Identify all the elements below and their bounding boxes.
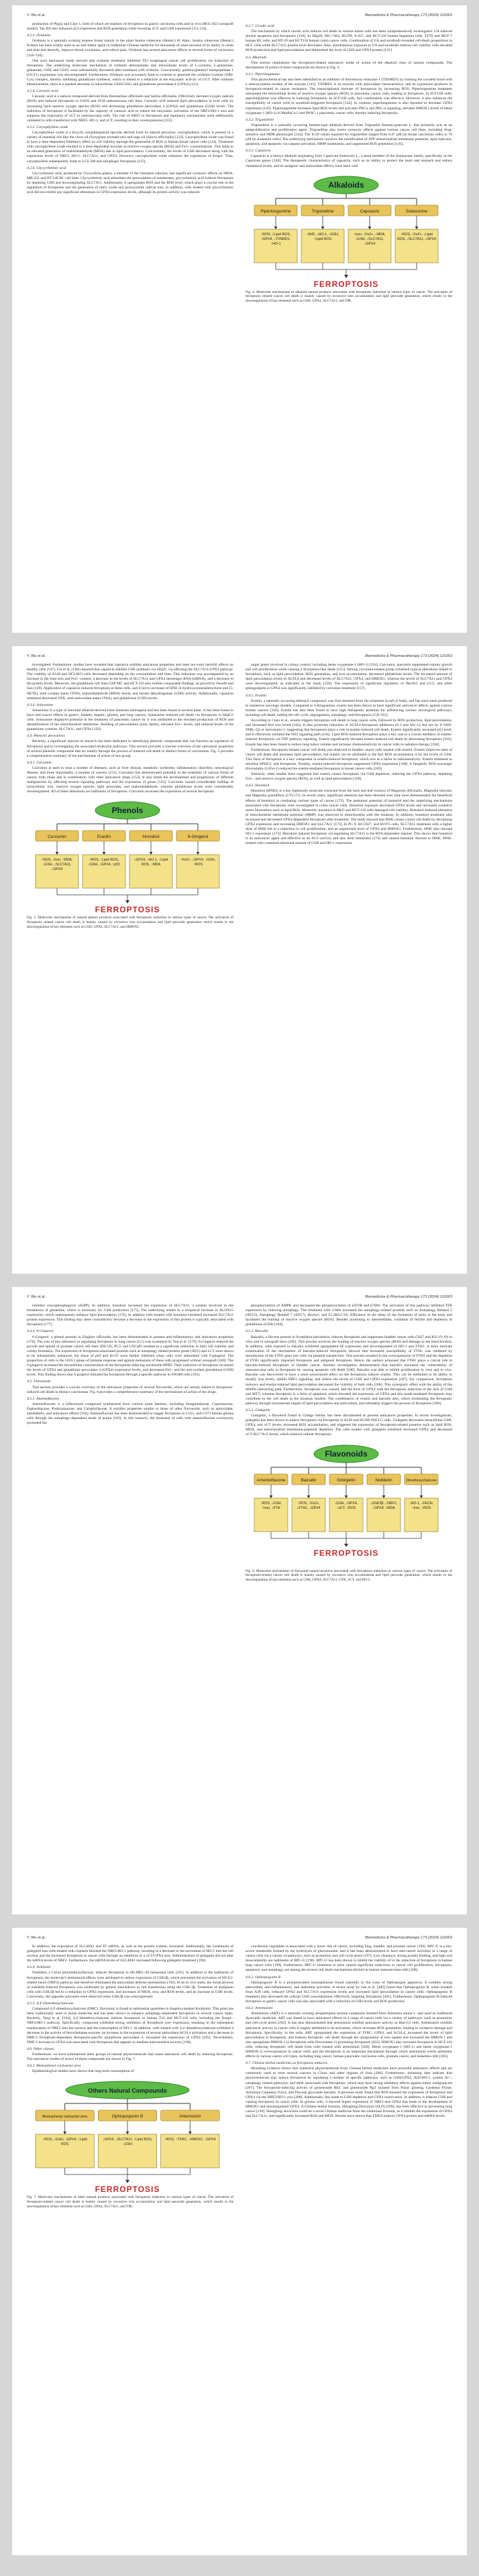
effect-label: ↑ROS, ↑Lipid ROS, — [260, 232, 291, 237]
paragraph: production of Pkgs2 and Clpx-1, both of which are markers of ferroptosis in gastric carcinoma cells and in vivo (BGC-823 xenograft model). Tan IIA also enhances p53 expression and ROS generation while lowering xCT, and GSH expression [111,114]. — [27, 22, 233, 32]
paragraph: Ginkgetin, a flavonoid found in Ginkgo biloba, has been documented to possess anticancer properties. In recent investigations, ginkgetin has been shown to induce ferroptosis via ferroptosis in A549 and H1299 NSCLC cells. Ginkgetin decreased intracellular GSH, GPX4, and xCT levels, increased ROS accumulation, and triggered the expression of ferroptosis-related proteins such as lipid ROS, MDA, and mitochondrial membrane-potential depletion. The cells treated with ginkgetin exhibited increased GPX4 and decreased xCT/SLC7A11 levels, which induced cellular ferroptosis. — [246, 1414, 452, 1437]
section-heading: 4.5.5. 4,4'-Dimethoxychalcone — [27, 2002, 74, 2006]
effect-label: ROS — [61, 2142, 69, 2147]
author-line: Y. Wu et al. — [27, 1295, 46, 1299]
compound-label: Ophiopogonin B — [111, 2114, 144, 2120]
section-heading: 4.3.2. Trigonelline — [246, 117, 274, 122]
arrow-head — [197, 852, 200, 855]
effect-label: ↓GSH, ↓GPX4, — [334, 1501, 358, 1506]
paragraph: Carnosic acid is a natural compound derived from Rosmarinus officinalis and Salvia officinalis. Effectively elevated oxygen radicals (ROS) and induced ferroptosis in U2OS and SCH osteosarcoma cell lines. Carnosic acid reduced lipid peroxidation in liver cells by increasing lipid reactive oxygen species (ROS) and decreasing glutathione peroxidase 4 (GPX4) and glutathione (GSH) levels. The induction of ferroptosis is facilitated by the capacity of carnosic acid to reduce the enzymatic activation of the NRF2/HO-1 axis and suppress the expression of xCT in osteosarcoma cells. The role of NRF2 in ferroptosis and regulatory mechanisms were additionally validated in cells transfected with NRF2, HO-1, and xCT, resulting in their overexpression [122]. — [27, 95, 233, 123]
effect-label: ↑ROS, ↑Lipid ROS, — [89, 858, 119, 863]
effect-label: ↑HO-1 — [270, 241, 281, 246]
section-heading: 4.5.4. Nobiletin — [27, 1965, 51, 1970]
section-heading: 4.6.2. Ophiopogonin B — [246, 1975, 280, 1979]
section-heading: 4.6.3. Artemisinin — [246, 2006, 273, 2011]
compound-label: Trigonelline — [311, 208, 334, 214]
arrow-head — [344, 275, 348, 278]
section-heading: 4.5.2. Baicalin — [246, 1329, 268, 1334]
paragraph: Furthermore, ferroptosis-related cancer cell death was observed in bladder cancer cells treated with erastin. Erastin improves rates of cancer cell death and increases lipid peroxidation, but erastin can be attributed to the fact ROS accumulation is by the levels of GSH. This form of ferroptosis is a key component in erastin-induced ferroptosis, which acts as a factor in radiosensitivity. Erastin treatment to sensitize HNSCC and ferroptosis. Notably, erastin-induced ferroptosis suppressed GPX4 expression [168]. A lipophilic ROS scavenger (Ferrostatin-1) (Fer-1) reduced the erastin-mediated ferroptosis in breast cancer cells [169]. — [246, 747, 452, 771]
figure-title: Others Natural Compounds — [88, 2087, 167, 2095]
paragraph: Trigonelline is a naturally occurring betaine-type alkaloid derived from Trigonella foenum-graecum L. that primarily acts as an antiproliferative and proliferative agent. Trigonelline also exerts cytotoxic effects against various cancer cell lines, including drug-sensitive and MDR phenotypes [144]. The IC50 values reported for trigonelline ranged from 0.47 µM (in breast carcinoma cells) to 78 µM (in leukemia cells). The underlying mechanism involves the modification of ATP mitochondrial membrane potential, lipid rejection, apoptosis, and apoptotic via caspase activation, MMP modulation, and augmented ROS generation [145]. — [246, 123, 452, 147]
paragraph: Compound 4,4'-dimethoxychalcone (DMC), flavonoid, is found in substantial quantities in Angelica keiskei Koidzumi. This plant has been traditionally used in Asian medicine and has been shown to enhance autophagy-dependent ferroptosis in several cancer types. Recently, Yang et al. [194], 4,4'-dimethoxychalcone induces ferroptosis in human T24 and HCT-116 cells, including the Keap1–NRF2/HO-1 pathway. Specifically, compound exhibited strong inhibition of ferroptosis over expression, resulting in the subsequent translocation of NRF2 into the nucleus and the transcription of HO-1. In addition, cells treated with 4,4'-dimethoxychalcone exhibited a decrease in the activity of ferrochelatase enzyme, an increase in the expression of several antioxidant ACSL4 activation and a decrease in DMC's ferroptosis-dependent ferroptosis-specific glutathione peroxidase 4, increased the expression of GPX4 [195]. Nevertheless, DMC's increase in GPX4 was associated with ferroptosis that appears to mediate mitochondria toxicity [196]. — [27, 2007, 233, 2044]
figure-phe — [27, 797, 228, 914]
effect-label: ↓GPX4, ↑MDA — [372, 1506, 395, 1510]
compound-label: Solasonine — [405, 208, 428, 214]
arrow-head — [307, 1495, 311, 1498]
figure-title: Flavonoids — [325, 1449, 368, 1459]
figure-caption: Fig. 4. Molecular mechanisms of alkaloid natural products associated with ferroptosis induction in various types of cancer. The activation of ferroptosis related cancer cell death is mainly caused by excessive iron accumulation and lipid peroxide generation, which results in the downregulation of key elements such as GSH, GPX4, SLC7A11, and TfR. — [246, 290, 452, 303]
section-heading: 4.3. Alkaloids — [246, 55, 267, 60]
arrow-head — [56, 852, 59, 855]
paragraph: 6-Gingerol, a phenol present in Zingiber officinale, has been demonstrated to possess anti-inflammatory and anticancer properties [178]. The role of this substance in regulating ferroptosis in lung cancer (LC) was examined by Tsai et al. [179]. 6-Gingerol reduced the growth and spread of prostate cancer cell lines (DU145, PC3, and LNCaP) resulted in a significant reduction in both cell viability and colony formation. The expression of ferroptosis-associated proteins such as autophagy related protein genes (ATG) and LC3 were shown to be substantially enhanced, but those of p62 and Ki-67 were further inhibited when cells were stimulated with 6-gingerol. The proportion of cells in the G0/G1 phase of immune response and against metastasis of these cells progressed without xenograft [180]. The 6-gingerol increased the intracellular concentration of the ferroptosis-inducing nucleoside HPRT. Their induction of ferroptosis increased the levels of GPX4 and glutathione peroxidase 4 (GPX4) expression levels, and decreased Fe2+ and the anti-oxidant glutathione (GSH) levels. This finding shows that 6-gingerol initiated the ferroptosis through a specific pathway in SW480 cells [181]. — [27, 1335, 233, 1377]
paragraph: Mounting evidence shows that numerous phytochemicals from Chinese herbal medicines have powerful anticancer effects and are commonly used to treat several cancers in China and other regions of Asia [206]. Furthermore, mounting data indicate that phytochemicals may induce ferroptosis by regulating a number of specific pathways, such as GSH/GPX4, Nrf2/HO-1, system Xc−, autophagy related pathways, and other associated with ferroptosis, which may have strong inhibitory effects against tumor malignancies [207]. The ferroptosis-inducing activity of ginsenoside Rh3, and ginsenoside Rg3 isolated from Panax ginseng, Gardenia Florae, Artemisia Carpeseia Vulva, and Flavone glycoside baicalin. A previous study found that ROS boosted the expression of ferroptosis and GPX4 via the NRF2/HO-1 axis [208]. Additionally, this leads to GSH depletion and GPX4 inactivation. In addition, it induces GSH and causing ferroptosis in cancer cells. In glioma cells, it showed higher expression of NRF2 and GPX4 that leads to the development of HMOX1 and downregulated GPX4. A Chinese herbal formula, Shenglong Decoction (SLD) [209], has been effective in preventing lung cancer [210]. Shenglong decoction could be a novel Chinese medicine from the traditional formula, as it inhibits the expression of GPX4 and SLC7A11, and significantly increased ROS and MDA. Results have shown that FDKA induces GPX4 protein and mRNA levels. — [246, 2067, 452, 2119]
ferroptosis-label: FERROPTOSIS — [313, 1548, 379, 1558]
compound-label: Artemisinin — [179, 2114, 201, 2120]
left-column — [27, 1945, 233, 2541]
author-line: Y. Wu et al. — [27, 1936, 46, 1940]
section-heading: 4.2.7. Ursolic acid — [246, 24, 274, 28]
section-heading: 4.2.4. Carnosic acid — [27, 89, 58, 94]
effect-label: ↑ROS, ↑TFRC, ↑HMOX1, ↓GPX4 — [164, 2138, 216, 2142]
figure — [246, 172, 452, 289]
section-heading: 4.4.1. Curcumin — [27, 760, 52, 765]
figure-fla — [246, 1440, 447, 1568]
compound-label: 6-Gingerol — [187, 835, 209, 840]
paragraph: Honokiol (HNKI) is a key biphenolic molecule extracted from the bark and leaf extracts of Magnolia officinalis, Magnolia obovata, and Magnolia grandiflora [170,171]. In recent years, significant attention has been directed over time have demonstrated the beneficial effects of honokiol in combating various types of cancer [172]. The antitumor potential of honokiol and the underlying mechanisms associated with ferroptosis were investigated in colon cancer cells. Honokiol exposure decreased GPX4 levels and increased oxidative stress biomarkers such as lipid ROS. Moreover, honokiol in RKO and HCT-116 cells damaged cell viability. Honokiol-induced alteration in mitochondrial membrane potential (MMP) was observed in mitochondria with the bioassay. In addition, honokiol treatment also increased and decreased GPX4-dependent ferroptosis after treatment. The study showed that HNK causes cancer cell death by decreasing GPX4 expression and increasing HMOX1 and SLC7A11 [173]. In PC-9, HCC827, and H1975 cells, SLC7A11 treatment with a higher dose of HNK led to a reduction in cell proliferation, and an augmented level of GPX4 and HMOX1. Furthermore, HNK also rescued NO-1 expression (173). Honokiol induced ferroptosis via regulating SLC7A11 is the ROS-dependent manner. This shows that honokiol is an anticancer agent and effective as an ACC-activity and also limit metastasis (174) and caused honokiol showed to HNK; HNK-treated cells contained abnormal amount of GSH and HO-1 expression. — [246, 789, 452, 846]
journal-line: Biomedicine & Pharmacotherapy 173 (2024) 116363 — [365, 13, 452, 17]
page-4 — [12, 1928, 467, 2555]
paragraph: inhibitor erucophosphopyrin (ZnPP). In addition, honokiol increased the expression of SLC7A11, a protein involved in the breakdown of glutamine, which is necessary for GSH production [175]. The underlying results in a reciprocal increase in ALOX15 expression, which subsequently enhance lipid peroxidation [176]. In addition cells treated with honokiol exhibited increased SLC7A11 protein expression. This finding may seem contradictory because a decrease in the expression of this protein is typically associated with ferroptosis [177]. — [27, 1304, 233, 1327]
paragraph: Capsaicin is a benzyl alkaloid originating from Capsicum frutescens L., a plant member of the Solanaceae family, specifically in the Capsicum genus [146]. The therapeutic characteristics of capsaicin, such as its ability to protect the heart and stomach and reduce cholesterol levels, and its analgesic and antioxidant effects, have been well — [246, 154, 452, 168]
author-line: Y. Wu et al. — [27, 13, 46, 17]
page-2 — [12, 646, 467, 1274]
effect-label: ↓GPX4, ↓SLC7A11, ↑Lipid ROS, — [102, 2138, 153, 2142]
section-heading: 4.4.3. Honokiol — [246, 784, 270, 788]
arrow-head — [126, 2132, 129, 2134]
effect-label: ↑Iron, ↑ROS — [411, 1506, 431, 1510]
effect-label: ↓GSK3β, ↓NRF2, — [370, 1501, 397, 1506]
paragraph: Similarly, other studies have suggested that erastin causes ferroptosis via GSH depletion, inducing the GPX4 pathway, depleting Fe2+, and reactive oxygen species (ROS), as well as lipid peroxidation [169]. — [246, 772, 452, 782]
arrow-head — [415, 227, 419, 229]
effect-label: ↑Iron, ↓FTH — [262, 1506, 280, 1510]
section-heading: 4.3.3. Capsaicin — [246, 149, 271, 154]
left-column — [27, 663, 233, 1260]
section-heading: 4.6. Other classes — [27, 2046, 54, 2051]
section-heading: 4.2.5. Caryophyllene oxide — [27, 125, 68, 129]
right-column — [246, 22, 452, 619]
section-heading: 4.5.3. Ginkgetin — [246, 1408, 270, 1412]
page-3 — [12, 1287, 467, 1914]
effect-label: ↑HO-1, ↓FECH, — [409, 1501, 434, 1506]
effect-label: ↑ROS, ↑Iron, ↑MDA, — [41, 858, 73, 863]
section-heading: 4.2.3. Oridonin — [27, 34, 51, 38]
arrow-head — [63, 2132, 66, 2134]
effect-label: ↑ROS, ↑Fe2+, — [297, 1501, 320, 1506]
ferroptosis-label: FERROPTOSIS — [95, 905, 160, 915]
compound-label: Capsaicin — [360, 208, 380, 214]
arrow-head — [420, 1495, 423, 1498]
compound-label: Benzophenyl carbazolyl urea — [42, 2115, 87, 2120]
section-heading: 4.3.1. Piperlongumine — [246, 72, 280, 76]
page-1 — [12, 5, 467, 633]
effect-label: ROS, ↓SLC7A11, ↓GPX4 — [397, 237, 436, 241]
paragraph: One such anticancer study showed that oridonin treatment inhibited TE1 esophageal cancer cell proliferation via induction of ferroptosis. The underlying molecular mechanism of oridonin demonstrates that intracellular levels of L-cysteine, L-glutamine, glutamate, GSH, and GSSG were substantially decreased after treatment with oridonin. Concurrently, gamma-glutamyl transpeptidase 1 (GGT1) expression was downregulated. Furthermore, Oridonin was accurately bind to cysteine to generate the oridonin-cysteine (ORI-Cys) complex, thereby inhibiting glutathione synthesis, which is linked to a reduction in the enzymatic activity of GGT. After oridonin administration, there is a marked decrease in intracellular GSH/GSSG and glutathione peroxidase 4 (GPX4) [121]. — [27, 58, 233, 87]
effect-label: ↑Iron, ↑Fe2+, ↑MDA, — [354, 232, 386, 237]
running-header — [27, 13, 452, 17]
paragraph: Recently, a significant amount of research has been dedicated to identifying phenolic compounds that can function as regulators of ferroptosis and to investigating the associated molecular pathways. This section provides a concise overview of the anticancer properties of several phenolic compounds that act mainly through the process of induced cell death in distinct forms of carcinomas. Fig. 5 provides a comprehensive summary of the mechanisms of action of this group. — [27, 739, 233, 758]
compound-label: Baicalin — [301, 1477, 317, 1483]
effect-label: ↑Lipid ROS — [313, 237, 332, 241]
paragraph: Oridonin is a naturally existing terpene found mainly in the plant Isodon rubescens (Hemsl.) H. Hara.. Isodon rubescens (Hemsl.) H.Hara has been widely used as an anti-tumor agent in traditional Chinese medicine for thousands of years because of its ability to clean and heat and detoxify, improve blood circulation, and relieve pain. Oridonin has several anticancer effects in several forms of carcinoma [118–120]. — [27, 39, 233, 58]
section-heading: 4.3.4. Solasonine — [27, 702, 54, 707]
compound-label: Nobiletin — [375, 1477, 392, 1483]
arrow-head — [103, 852, 106, 855]
paragraph: This section provides a concise overview of the anticancer properties of several flavonoids, which are mostly linked to ferroptosis-induced cell death in distinct carcinomas. Fig. 6 provides a comprehensive summary of the mechanisms of action of the drugs. — [27, 1385, 233, 1394]
paragraph: Curcumin is used to treat a number of illnesses, such as liver disease, metabolic syndrome, inflammatory disorders, neurological disease, and more importantly, a number of cancers [151]. Curcumin has demonstrated potential in the treatment of various forms of cancer, both alone and in combination with other anticancer drugs [152]. It also limits the development and progression of different malignancies by affecting several signaling pathways and the expression of genes [153]. Curcumin caused considerable buildup of intracellular iron, reactive oxygen species, lipid peroxides, and malondialdehyde, whereas glutathione levels were considerably downregulated. All of these alterations are hallmarks of ferroptosis. Curcumin increases the expression of several ferroptosis — [27, 765, 233, 794]
arrow-head — [150, 852, 153, 855]
compound-label: Ginkgetin — [337, 1477, 356, 1483]
effect-label: ↓GPX4 — [51, 867, 63, 872]
effect-label: ↓FTH1, ↓GPX4 — [297, 1506, 321, 1510]
paragraph: Glycyrrhetinic acid, produced by Glycyrrhiza glabra, a member of the triterpene subclass, has significant cytotoxic effects on MDA-MB-231 and BT-549 BC cell lines. Glycyrrhetinic acid stimulates the peroxidation of membranes, glycyrrhetinic acid induces ferroptosis by depleting GSH and downregulating SLC7A11. Additionally, it upregulates ROS and the ROS level, which plays a crucial role in the regulation of ferroptosis and the generation of nitric oxide and peroxynitrite radical ions. In addition, cells treated with glycyrrhetinic acid did not exhibit any significant alterations in GPX4 expression levels, although its protein activity was reduced. — [27, 171, 233, 195]
paragraph: Ophiopogonin B is a polyprenylated benzophenone found naturally in the roots of Ophiopogon japonicus. It exhibits strong antioxidant, anti-inflammatory, and antitumor activities. A recent study by Lee et al. [200] found that Ophiopogonin B, when isolated from A38 cells, reduced GPX4 and SLC7A11 expression levels and increased lipid peroxidation in cancer cells. Ophiopogonin B treatment also decreased the cellular GSH concentrations, effectively targeting ferroptosis [201]. Furthermore, Ophiopogonin B-induced ferroptosis in gastric cancer cells was also associated with a reduction of GSH levels and ROS production. — [246, 1980, 452, 2004]
figure-alk — [246, 172, 447, 289]
paragraph: This phytochemical has also been identified as an inhibitor of thioredoxin reductase 1 (TXNRD1) by forming the covalent bond with a selenocysteine residue of the enzyme [141]. TXNRD1 is an enzyme with antioxidant characteristics, and its expression produces in ferroptosis-related in cancer resistance. The transcriptional increase of ferroptosis by increasing ROS. Piperlongumine treatment stimulated the intracellular levels of reactive oxygen species (ROS) in pancreatic cancer cells, leading to ferroptosis. In SCF11H cells, piperlongumine was effective in inducing ferroptosis. In SCF11H cells, this combination was effective. However, it also enhances the susceptibility of cancer cells to sorafenib-triggered ferroptosis [142]. In contrast, piperlongumine is also reported to decrease GPX4 expression [143]. Piperlongumine increases lipid ROS levels and activates PKCα and PKC-α signaling, elevates HMOX1 levels of heme oxygenase-1 (HO-1) in MiaPaCa-2 and PANC-1 pancreatic cancer cells, thereby inducing ferroptosis. — [246, 77, 452, 115]
effect-label: ↓GPX4 — [364, 241, 376, 246]
running-header — [27, 1936, 452, 1940]
effect-label: ↓GSH, ↓SLC7A11, — [42, 863, 72, 867]
compound-label: Erastin — [97, 835, 111, 840]
arrow-head — [125, 900, 129, 904]
effect-label: ↑ROS, ↓GSH, — [260, 1501, 282, 1506]
figure-caption: Fig. 7. Molecular mechanisms of other natural products associated with ferroptosis induction in various types of cancer. The activation of ferroptosis-related cancer cell death is mainly caused by excessive iron accumulation and lipid peroxide generation, which results in the downregulation of key elements such as GSH, GPX4, SLC7A11, and TfR. — [27, 2195, 233, 2209]
paragraph: This section emphasizes the ferroptosis-related anticancer mode of action of the alkaloid class of natural compounds. The mechanisms of action of these compounds are shown in Fig. 4. — [246, 60, 452, 70]
journal-line: Biomedicine & Pharmacotherapy 173 (2024) 116363 — [365, 1295, 452, 1299]
compound-label: Amentoflavone — [256, 1477, 286, 1483]
figure — [27, 797, 233, 914]
paragraph: Epidemiological studies have shown that long-term consumption of — [32, 2069, 134, 2074]
effect-label: ↓GSH, ↓GPX4, ↑p53 — [88, 863, 120, 867]
effect-label: ↓Nrf2, ↓HO-1, ↓GSH, — [306, 232, 339, 237]
paragraph: In addition, the expression of SLC40A1 and TF mRNA, as well as the protein content, increased. Additionally, the constituent of ginkgetin into cells treated with cisplatin blocked the NRF2/HO-1 pathway, resulting in a decrease in the movement of HO-1 into the cell nucleus and the increased ferroptosis in cancer cells through an inhibition in a xCT/GPX4 axis. Administration of ginkgetin did not alter the mRNA levels of NRF2. Furthermore, the mRNA levels of SLC40A1 increased following ginkgetin treatment [190]. — [27, 1945, 233, 1963]
arrow-head — [382, 1495, 386, 1498]
author-line: Y. Wu et al. — [27, 654, 46, 658]
paragraph: Solasonine is a type of steroidal alkaloid derived from Solanum melongena and has been found in several plant. It has been found to have anti-cancer effects in gastric, bladder, hepatic, glioma, and lung cancers. Solasonine induced cell death via ferroptosis in HepG2 cells. Solasonine displayed potential in the treatment of pancreatic cancer by it was attributed to the elevated production of ROS and destabilization of the mitochondrial membrane. Building of peroxidation (poor lipids), elevated Fe2+ levels, and reduced levels of the glutathione cysteine, SLC7A11, and GPX4 [150]. — [27, 708, 233, 732]
section-heading: 4.6.1. Benzophenyl carbazolyl urea — [27, 2064, 81, 2069]
running-header — [27, 1295, 452, 1299]
section-heading: 4.5.1. Amentoflavone — [27, 1396, 60, 1401]
figure-caption: Fig. 5. Molecular mechanisms of natural phenol products associated with ferroptosis induction in various types of cancer. The activation of ferroptosis related cancer cell death is mainly caused by excessive iron accumulation and lipid peroxide generation which results in the downregulation of key elements such as GSH, GPX4, SLC7A11, and HMOX1. — [27, 916, 233, 929]
right-column — [246, 1945, 452, 2541]
left-column — [27, 1304, 233, 1900]
figure-caption: Fig. 6. Molecular mechanisms of flavonoid natural products associated with ferroptosis induction in various types of cancer. The activation of ferroptosis-related cancer cell death is mainly caused by excessive iron accumulation and lipid peroxide generation, which results in the downregulation of key elements such as GSH, GPX4, SLC7A11, GPX, xCT, and HO-1. — [246, 1569, 452, 1582]
ferroptosis-label: FERROPTOSIS — [313, 279, 379, 289]
journal-line: Biomedicine & Pharmacotherapy 173 (2024) 116363 — [365, 1936, 452, 1940]
paragraph: Amentoflavone is a biflavonoid compound synthesized from various plant families, including Selaginellaceae, Cupressaceae, Euphorbiaceae, Podocarpaceae, and Calophyllaceae. It exhibits properties similar to those of other flavonoids, such as antioxidant, antidiabetic, and anticancer effects [182]. Amentoflavone has been demonstrated to trigger ferroptosis in U251, and U373 human glioma cells through the autophagy-dependent mode of action [183]. In this research, the treatment of cells with amentoflavone exclusively promoted the — [27, 1402, 233, 1426]
section-heading: 4.4.2. Erastin — [246, 693, 266, 698]
effect-label: ↑Fe2+, ↓GPX4, ↓GSH, — [180, 858, 216, 863]
compound-label: Piperlongumine — [260, 208, 291, 214]
effect-label: ↓GSH, ↓SLC7A11, — [355, 237, 384, 241]
compound-label: Curcumin — [48, 835, 66, 840]
compound-label: Honokiol — [142, 835, 160, 840]
arrow-head — [344, 1544, 348, 1547]
effect-label: ↓GPX4, ↑HO-1, ↑Lipid — [134, 858, 168, 863]
effect-label: ↑ROS, ↑Fe2+, ↑Lipid — [401, 232, 433, 237]
effect-label: ↓xCT, ↑ROS — [336, 1506, 356, 1510]
paragraph: phosphorylation of AMPK and decreased the phosphorylation of mTOR and p70S6. The activation of this pathway inhibited TFR expression by inducing autophagy. The treatment with 3-MA increased the autophagy-related proteins such as Autophagy Related 5 (ATG5), Autophagy Related 7 (ATG7), Beclin1, and LC3B/LC3A. Efficiency of the delay of the formation of lacks in the body and facilitates the buildup of reactive oxygen species (ROS). Besides promoting to intermediates, oxidation of ferritin and depletion of glutathione (GSH) [184]. — [246, 1304, 452, 1327]
effect-label: ↓GPX4, ↓TXNRD1, — [260, 237, 291, 241]
right-column — [246, 1304, 452, 1900]
effect-label: ↑ROS, ↓GSH, ↓GPX4, ↑Lipid — [42, 2138, 87, 2142]
figure — [246, 1440, 452, 1568]
paragraph: Nobiletin, a Citrus polymethoxyflavone, induces ferroptosis in SK-MEL-28 melanoma cells [191]. In addition to the hallmarks of ferroptosis, the molecule's antitumoral effects were attributed to reduce expression of GSK3β, which prevented the activation of NF-E2-related factor (NRF2) pathway and therefore eliminated the antioxidant defense mechanisms [192]. In an in vivo study, the initial process of nobiletin-induced ferroptosis was confirmed by genetic knockdown or cell transfection using the GSK-3β. Treatment of malignant cells with GSK3β led to a reduction in GPX4 expression, and increases of MDA, iron, and ROS levels, and an increase in GSH levels. Conversely, the opposite outcomes were observed when GSK3β was overexpressed. — [27, 1971, 233, 1999]
paragraph: Artemisinin (ART) is a naturally existing sesquiterpene lactone compound isolated from Artemisia annua L. and used as traditional Ayurvedic medicine. ART was found to have anticancer effects in a range of cancer cells via a variety of pathways, such as promotion and cell-cycle arrest [202]. It has also demonstrated that artemisinin exhibits anticancer activity in Hep-G2 cells. Artemisinin exhibits anticancer activity in cancer cells is largely attributed to its activation, which increases ROS generation, leading to oxidative damage and ferroptosis. Specifically, in the cells, ART upregulated the expression of TFRC, GPX4, and ACSL4, increased the levels of lipid peroxidation in ferroptosis, and induces ferroptotic cell death through the upregulation of iron uptake and increased the HMOX-1 and also upregulates HMOX-1 in ferroptosis cells (Ferrostatin-1) promoting ferroptosis [203]. HMOX1 also increases ferroptosis in HCT-116 cells, reducing ferroptotic cell death from cells treated with artemisinin [204]. Heme oxygenase-1 (HO-1) and heme oxygenase-1 (HMOX-1) overexpression in cancer cells, and the ferroptosis is an important mechanism through which artemisinin exerts antitumor effects in various cancer cell types, including lung cancer, human pancreatic carcinoma cells, prostate cancer, and leukemia cells [205]. — [246, 2012, 452, 2059]
arrow-head — [345, 1495, 348, 1498]
left-column — [27, 22, 233, 619]
effect-label: ROS, ↑MDA — [141, 863, 161, 867]
paragraph: Erastin, a naturally occurring bibenzyl compound, was first obtained from the ornament (Leaf) is India, and has since been produced in numerous oncology models. Compared to 6-thioguanine, erastin has been shown to have significant anticancer effects against various human cancers [158]. Erastin has also been found to have high therapeutic potential for influencing various oncological pathways, including cell death, halting the cell cycle, angiogenesis, autophagy, and ferroptosis [159–161]. — [246, 698, 452, 717]
arrow-head — [270, 1495, 273, 1498]
effect-label: ↑ROS — [193, 863, 203, 867]
arrow-head — [368, 227, 372, 229]
arrow-head — [321, 227, 325, 229]
arrow-head — [274, 227, 278, 229]
paragraph: Caryophyllene oxide is a bicyclic sesquiterpenoid epoxide derived from its natural precursor, caryophyllene, which is present in a variety of essential oils like the clove oil (Syzygium aromaticum) and sage oil (Salvia officinalis) [123]. Caryophyllene oxide was found to have a dose-dependent inhibitory effect on cell viability through the generation of ROS in human breast cancer cells [124]. Treatment with caryophyllene oxide resulted in a dose-dependent increase in reactive oxygen species (ROS) and Fe2+ concentrations. This leads to an elevated generation of malondialdehyde (MDA) due to lipid peroxidation. Concurrently, the levels of GSH decreased along with the expression levels of NRF2, HO-1, SLC7A11, and GPX4. However, caryophyllene oxide enhances the expression of Keap1. Thus, caryophyllene subsequently leads to LCS-3M and autophagic ferroptosis [125]. — [27, 130, 233, 164]
section-heading: 4.4.4. 6-Gingerol — [27, 1329, 54, 1334]
paragraph: target genes involved in colony control, including heme oxygenase-1 (HO-1) [154]. Curcumin, quercetin suppressed tumour growth and cell proliferation while causing a ferroptosis-like death [155]. Among curcumin-treated group exhibited typical alterations linked to ferroptosis, such as lipid peroxidation, ROS generation, and iron accumulation, decreased glutathione levels. The increased amount of lipid peroxidation levels of ACSL4 and decreased levels of SLC7A11, GPX4, and HMOX1, whereas the levels of SLC7A11 and GPX4 were downregulated, as indicated in the study [156]. The expression of significant regulators of Beclin1 and LC3, and other sphingolipids in GPX4 was significantly inhibited by curcumin treatment [157]. — [246, 663, 452, 691]
section-heading: 4.5. Flavonoids — [27, 1379, 51, 1384]
compound-label: Dimethoxychalcone — [406, 1478, 437, 1483]
arrow-head — [189, 2132, 192, 2134]
figure-title: Phenols — [111, 806, 144, 816]
section-heading: 4.2.6. Glycyrrhetinic acid — [27, 166, 66, 170]
running-header — [27, 654, 452, 658]
paragraph: investigated. Furthermore, studies have revealed that capsaicin exhibits anticancer properties and does not exert harmful effects on healthy cells [147]. Liu et al. [148] reported that capsaicin inhibits GSH synthesis via SIQ3C via affecting the SLC7A11/GPX4 pathway. The viability of A549 and NCI-H23 cells decreased depending on the concentration and time. This reduction was accompanied by an increase in the total iron and Fe2+ content, a decrease in the levels of SLC7A11 and GPX4 messenger RNA (mRNA), and a decrease in the protein levels. Moreover, the glutathione cell lines GSP-MC and HCT-116 also exhibit comparable findings, as proved by Osoulli and Sun [149]. Application of capsaicin induced ferroptosis in these cells, and it led to increases of HNE (4-hydroxynonenalstructures and (5-HETE), total oxidant status (TOS), malondialdehyde (MDA) levels, and lactate dehydrogenase (LDH) activity. Additionally, capsaicin treatment decreased GPX, total antioxidant status (TAS), and glutathione (GSH) levels. — [27, 663, 233, 700]
journal-line: Biomedicine & Pharmacotherapy 173 (2024) 116363 — [365, 654, 452, 658]
figure-title: Alkaloids — [328, 180, 364, 190]
paragraph: According to Chen et al., erastin triggers ferroptosis cell death in lung cancer cells, followed by ROS production, lipid peroxidation, and increased free iron levels [162]. It also promotes induction of ACSL4-ferroptosis inhibitors (S-1 and SSc-1), but not by Z-VAD-FMK, Q2 or necrostatin-1, suggesting that ferroptosis plays a role in erastin-induced cell death. Erastin significantly increased p53 level, and it effectively initiated the Nrf2 signaling path [163]. Lipid ROS-induced ferroptosis plays a key role in a crucial mediator of erastin-induced ferroptosis via TNF pathway signaling. Erastin significantly elevated erastin-induced cell death by decreasing ferroptosis [163]. Erastin has also been found to reduce lung tumor volume and increase chemosensitivity in cancer cells to radiation therapy [164]. — [246, 719, 452, 747]
figure — [27, 2077, 233, 2194]
paragraph: Baicalin, a flavone present in Scutellaria baicalensis, induces ferroptosis and suppresses bladder cancer cells (5637 and KU-19-19) in vitro and in xenograft mice [185]. This process involves the buildup of reactive oxygen species (ROS) and damage to the mitochondria. In addition, cells exposed to baicalin exhibited upregulated SF expression and downregulated of HO-1 and FTH1. A more intricate examination of the mechanism of baicalin-induced ferroptosis showed that increased susceptibility of FTH1 was rendered by introduction of the FTH1 gene into cells via plasmid transfection. This process resulted in the overexpression of FTH1 and the depletion of FTH1 significantly impacted ferroptosis and antigenal ferroptosis. Hence, the authors proposed that FTH1 plays a crucial role in baicalin-induced ferroptosis in bladder cancer. Another investigation demonstrated that baicalin increased the vulnerability of osteosarcoma cells to ferroptosis by causing apoptotic cell death [186]. Baicalin was able to inhibit proliferation in vitro and in vivo. Baicalin was discovered to have a more pronounced effect on the ferroptosis inducer erastin. This can be attributed to its ability to modify iron levels, inhibit NRF2 signaling, and reduce the levels of GSH and GPX4 expression [187]. For comparison, ferroptosis inducers and erastin-induced lipid peroxidation decreased the viability of both cells [188]. This synergistic effect with the ability of the MAPK-interacting path. Furthermore, ferroptosis was caused, and the level of GPX4 with the ferroptosis induction of the lack of GSH and MTT, whereas ferroptosis is a form of apoptosis which elevated the expression of GPX4 and this made-mediated ferroptosis may contribute to the cell death in the bioassay models. The combination of erastin and baicalin also, which modulating the ferroptotic pathway through downstream targets of lipid peroxidation and antioxidant, and ultimately triggers the process of ferroptosis [189]. — [246, 1335, 452, 1406]
paragraph: The mechanism by which ursolic acid induces cell death in various tumor cells has been comprehensively investigated. UA induced several apoptosis and ferroptosis [130]. In SKp28, MG-7402, H1299, A-427, and HCT-116 human hepatoma cells, T47D and MCF-7 human BC cells, and HT-29 and HCT116 human colon cancer cells. Combination of UA and sorafenib revealed cell-death proportions in HCC cells while SLC7A11 protein level decreases. Also, simultaneous exposure to UA and sorafenib reduces cell viability with elevated ROS production and lipid peroxidation and diminished the level of GSH and GPX4 protein [131]. — [246, 29, 452, 53]
right-column — [246, 663, 452, 1260]
figure-oth — [27, 2077, 228, 2194]
ferroptosis-label: FERROPTOSIS — [95, 2185, 160, 2195]
section-heading: 4.7. Chinese herbal medicines as ferroptosis inducers — [246, 2061, 328, 2066]
section-heading: 4.4. Phenolic derivatives — [27, 734, 65, 739]
effect-label: ↓GSH — [123, 2142, 132, 2147]
paragraph: cruciferous vegetables is associated with a lower risk of cancer, including lung, bladder, and prostate cancer [196]. BPC-U is a bio-active metabolite formed by the hydrolysis of glucosinolate, and it has been demonstrated to have anti-cancer activities in a range of cancer cells via a variety of pathways, such as promotion and cell-cycle arrest [197]. Low clearance, strong protein binding, and high oral bioavailability are hallmarks of BPC-U [198]. BPC-U has been shown to inhibit the viability of in the induction of ferroptosis in human lung cancer cells [199]. Furthermore, BPC-U treatment in mice caused significant reductions in cancer cell proliferation, ferroptosis, apoptosis, and autophagy are among the several cell death mechanisms elicited in human osteosarcoma cells [200]. — [246, 1945, 452, 1973]
arrow-head — [125, 2180, 129, 2183]
paragraph: Furthermore, we have summarized other groups of natural phytochemicals that cause anticancer cell death by inducing ferroptosis. The anticancer modes of action of these compounds are shown in Fig. 7. — [27, 2052, 233, 2062]
